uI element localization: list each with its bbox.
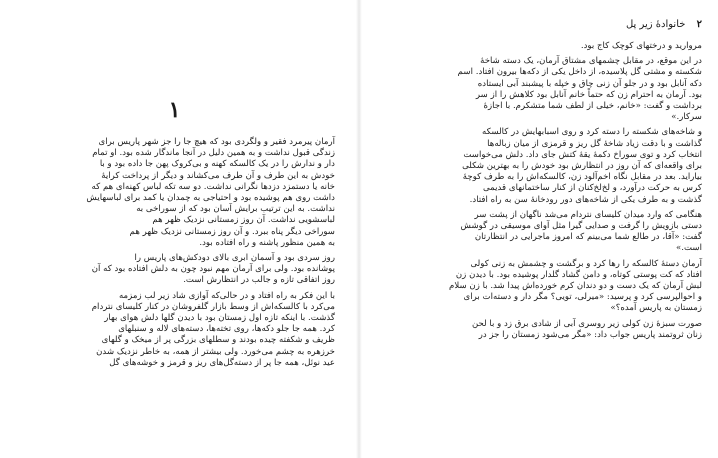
text-line: در این موقع، در مقابل چشمهای مشتاق آرمان، یک دسته شاخهٔ — [480, 56, 702, 67]
text-line: گفت: «آقا، در طالع شما می‌بینم که امروز ماجرایی در انتظارتان — [474, 232, 702, 243]
text-line: سوراخی دیگر پناه ببرد. و آن روز زمستانی نزدیک ظهر هم — [129, 226, 335, 237]
text-line: مروارید و درختهای کوچک کاج بود. — [580, 41, 702, 51]
chapter-number: ۱ — [168, 97, 181, 123]
text-line: برداشت و گفت: «خانم، خیلی از لطف شما متشکرم. با اجازهٔ — [483, 101, 702, 112]
paragraph — [378, 127, 702, 205]
text-line: خرزهره به چشم می‌خورد. ولی بیشتر از همه، به خاطر نزدیک شدن — [96, 346, 335, 357]
text-line: گذاشت و با دقت زیاد شاخهٔ گل ریز و قرمزی از میان زباله‌ها — [487, 138, 702, 149]
text-line: دکه آنابل بود و در جلو آن زنی چاق و خپله با پیشبند آبی ایستاده — [477, 78, 702, 89]
left-page-body — [0, 137, 352, 373]
text-line: لباسشویی نداشت. آن روز زمستانی نزدیک ظهر هم — [152, 215, 335, 226]
text-line: کرس به حرکت درآورد، و لخ‌لخ‌کنان از کنار ساختمانهای قدیمی — [483, 183, 702, 194]
text-line: گذشت. با اینکه تازه اول زمستان بود با دیدن گلها دلش هوای بهار — [104, 313, 335, 324]
text-line: عید نوئل، همه جا پر از دسته‌گل‌های ریز و قرمز و خوشه‌های گل — [109, 357, 335, 368]
text-line: انتخاب کرد و توی سوراخ دکمهٔ یقهٔ کتش جای داد. دلش می‌خواست — [463, 149, 702, 160]
text-line: آرمان دستهٔ کالسکه را رها کرد و برگشت و چشمش به زنی کولی — [470, 258, 702, 269]
text-line: زندگی قبول نداشت و به همین دلیل در آنجا ماندگار شده بود. او تمام — [92, 148, 335, 159]
paragraph — [378, 319, 702, 341]
text-line: لبش آرمان که یک دست و دو دندان کرم خورده‌اش پیدا شد. با زن سلام — [449, 281, 702, 292]
text-line: هنگامی که وارد میدان کلیسای نتردام می‌شد ناگهان از پشت سر — [474, 209, 702, 220]
paragraph — [378, 56, 702, 123]
running-head — [378, 19, 702, 31]
text-line: برای واقعه‌ای که آن روز در انتظارش بود خودش را به بهترین شکلی — [462, 161, 702, 172]
text-line: است.» — [675, 243, 702, 254]
text-line: سرکار.» — [671, 112, 702, 123]
paragraph — [14, 137, 335, 249]
paragraph — [14, 253, 335, 287]
text-line: به همین منظور پاشنه و راه افتاده بود. — [199, 237, 335, 248]
paragraph — [378, 210, 702, 255]
text-line: روز اتفاقی تازه و جالب در انتظارش است. — [183, 275, 335, 286]
book-title: خانوادهٔ زیر پل — [625, 19, 686, 30]
text-line: زمستان به پاریس آمده؟» — [610, 303, 702, 314]
text-line: آرمان پیرمرد فقیر و ولگردی بود که هیچ جا را جز شهر پاریس برای — [98, 137, 335, 147]
text-line: خانه یا دستمزد دزدها نگرانی نداشت. دو سه تکه لباس کهنه‌ای هم که — [91, 181, 335, 192]
paragraph — [378, 41, 702, 52]
text-line: پوشانده بود. ولی برای آرمان مهم نبود چون به دلش افتاده بود که آن — [91, 264, 335, 275]
text-line: دستی بازویش را گرفت و صدایی گیرا مثل آوای موسیقی در گوشش — [460, 221, 702, 232]
text-line: نداشت. به این ترتیب برایش آسان بود که از سوراخی به — [136, 204, 335, 215]
left-page — [0, 0, 352, 458]
text-line: و شاخه‌های شکسته را دسته کرد و روی اسبابهایش در کالسکه — [482, 127, 702, 138]
right-page-body — [366, 41, 718, 345]
text-line: صورت سبزهٔ زن کولی زیر روسری آبی از شادی برق زد و با لحن — [471, 318, 702, 329]
text-line: افتاد که کت پوستی کوتاه، و دامن گشاد گلدار پوشیده بود. با دیدن زن — [455, 269, 702, 280]
text-line: زنان ثروتمند پاریس جواب داد: «مگر می‌شود زمستان را جز در — [478, 329, 702, 340]
text-line: داشت روی هم پوشیده بود و احتیاجی به چمدان یا کمد برای لباسهایش — [86, 193, 335, 204]
text-line: و احوالپرسی کرد و پرسید: «میرلی، تویی؟ مگر دار و دسته‌ات برای — [463, 292, 702, 303]
text-line: شکسته و مشتی گل پلاسیده، از داخل یکی از دکه‌ها بیرون افتاد. اسم — [457, 67, 702, 78]
text-line: با این فکر به راه افتاد و در حالی‌که آوازی شاد زیر لب زمزمه — [118, 290, 335, 301]
text-line: خودش به این طرف و آن طرف می‌کشاند و دیگر از پرداخت کرایهٔ — [101, 170, 335, 181]
text-line: کرد. همه جا جلو دکه‌ها، روی تخته‌ها، دسته‌های لاله و سنبلهای — [118, 324, 335, 335]
text-line: بود. آرمان به احترام زن که حتماً خانم آنابل بود کلاهش را از سر — [475, 89, 702, 100]
paragraph — [378, 259, 702, 315]
text-line: می‌کرد با کالسکه‌اش از وسط بازار گلفروشان در کنار کلیسای نتردام — [91, 301, 335, 312]
text-line: دار و ندارش را در یک کالسکه کهنه و بی‌کروک پهن جا داده بود و با — [99, 159, 335, 170]
page-gutter — [356, 0, 362, 458]
right-page — [366, 0, 718, 458]
text-line: گذشت و به طرف یکی از شاخه‌های دور رودخانهٔ سن به راه افتاد. — [469, 194, 702, 205]
paragraph — [14, 291, 335, 369]
text-line: ظریف و شکفته چیده بودند و سطلهای بزرگی پر از میخک و گلهای — [101, 335, 335, 346]
text-line: روز سردی بود و آسمان ابری بالای دودکش‌های پاریس را — [134, 253, 335, 264]
page-number: ۲ — [696, 19, 702, 30]
text-line: بیاراید. بعد در مقابل نگاه اخم‌آلود زن، کالسکه‌اش را به طرف کوچهٔ — [462, 172, 702, 183]
